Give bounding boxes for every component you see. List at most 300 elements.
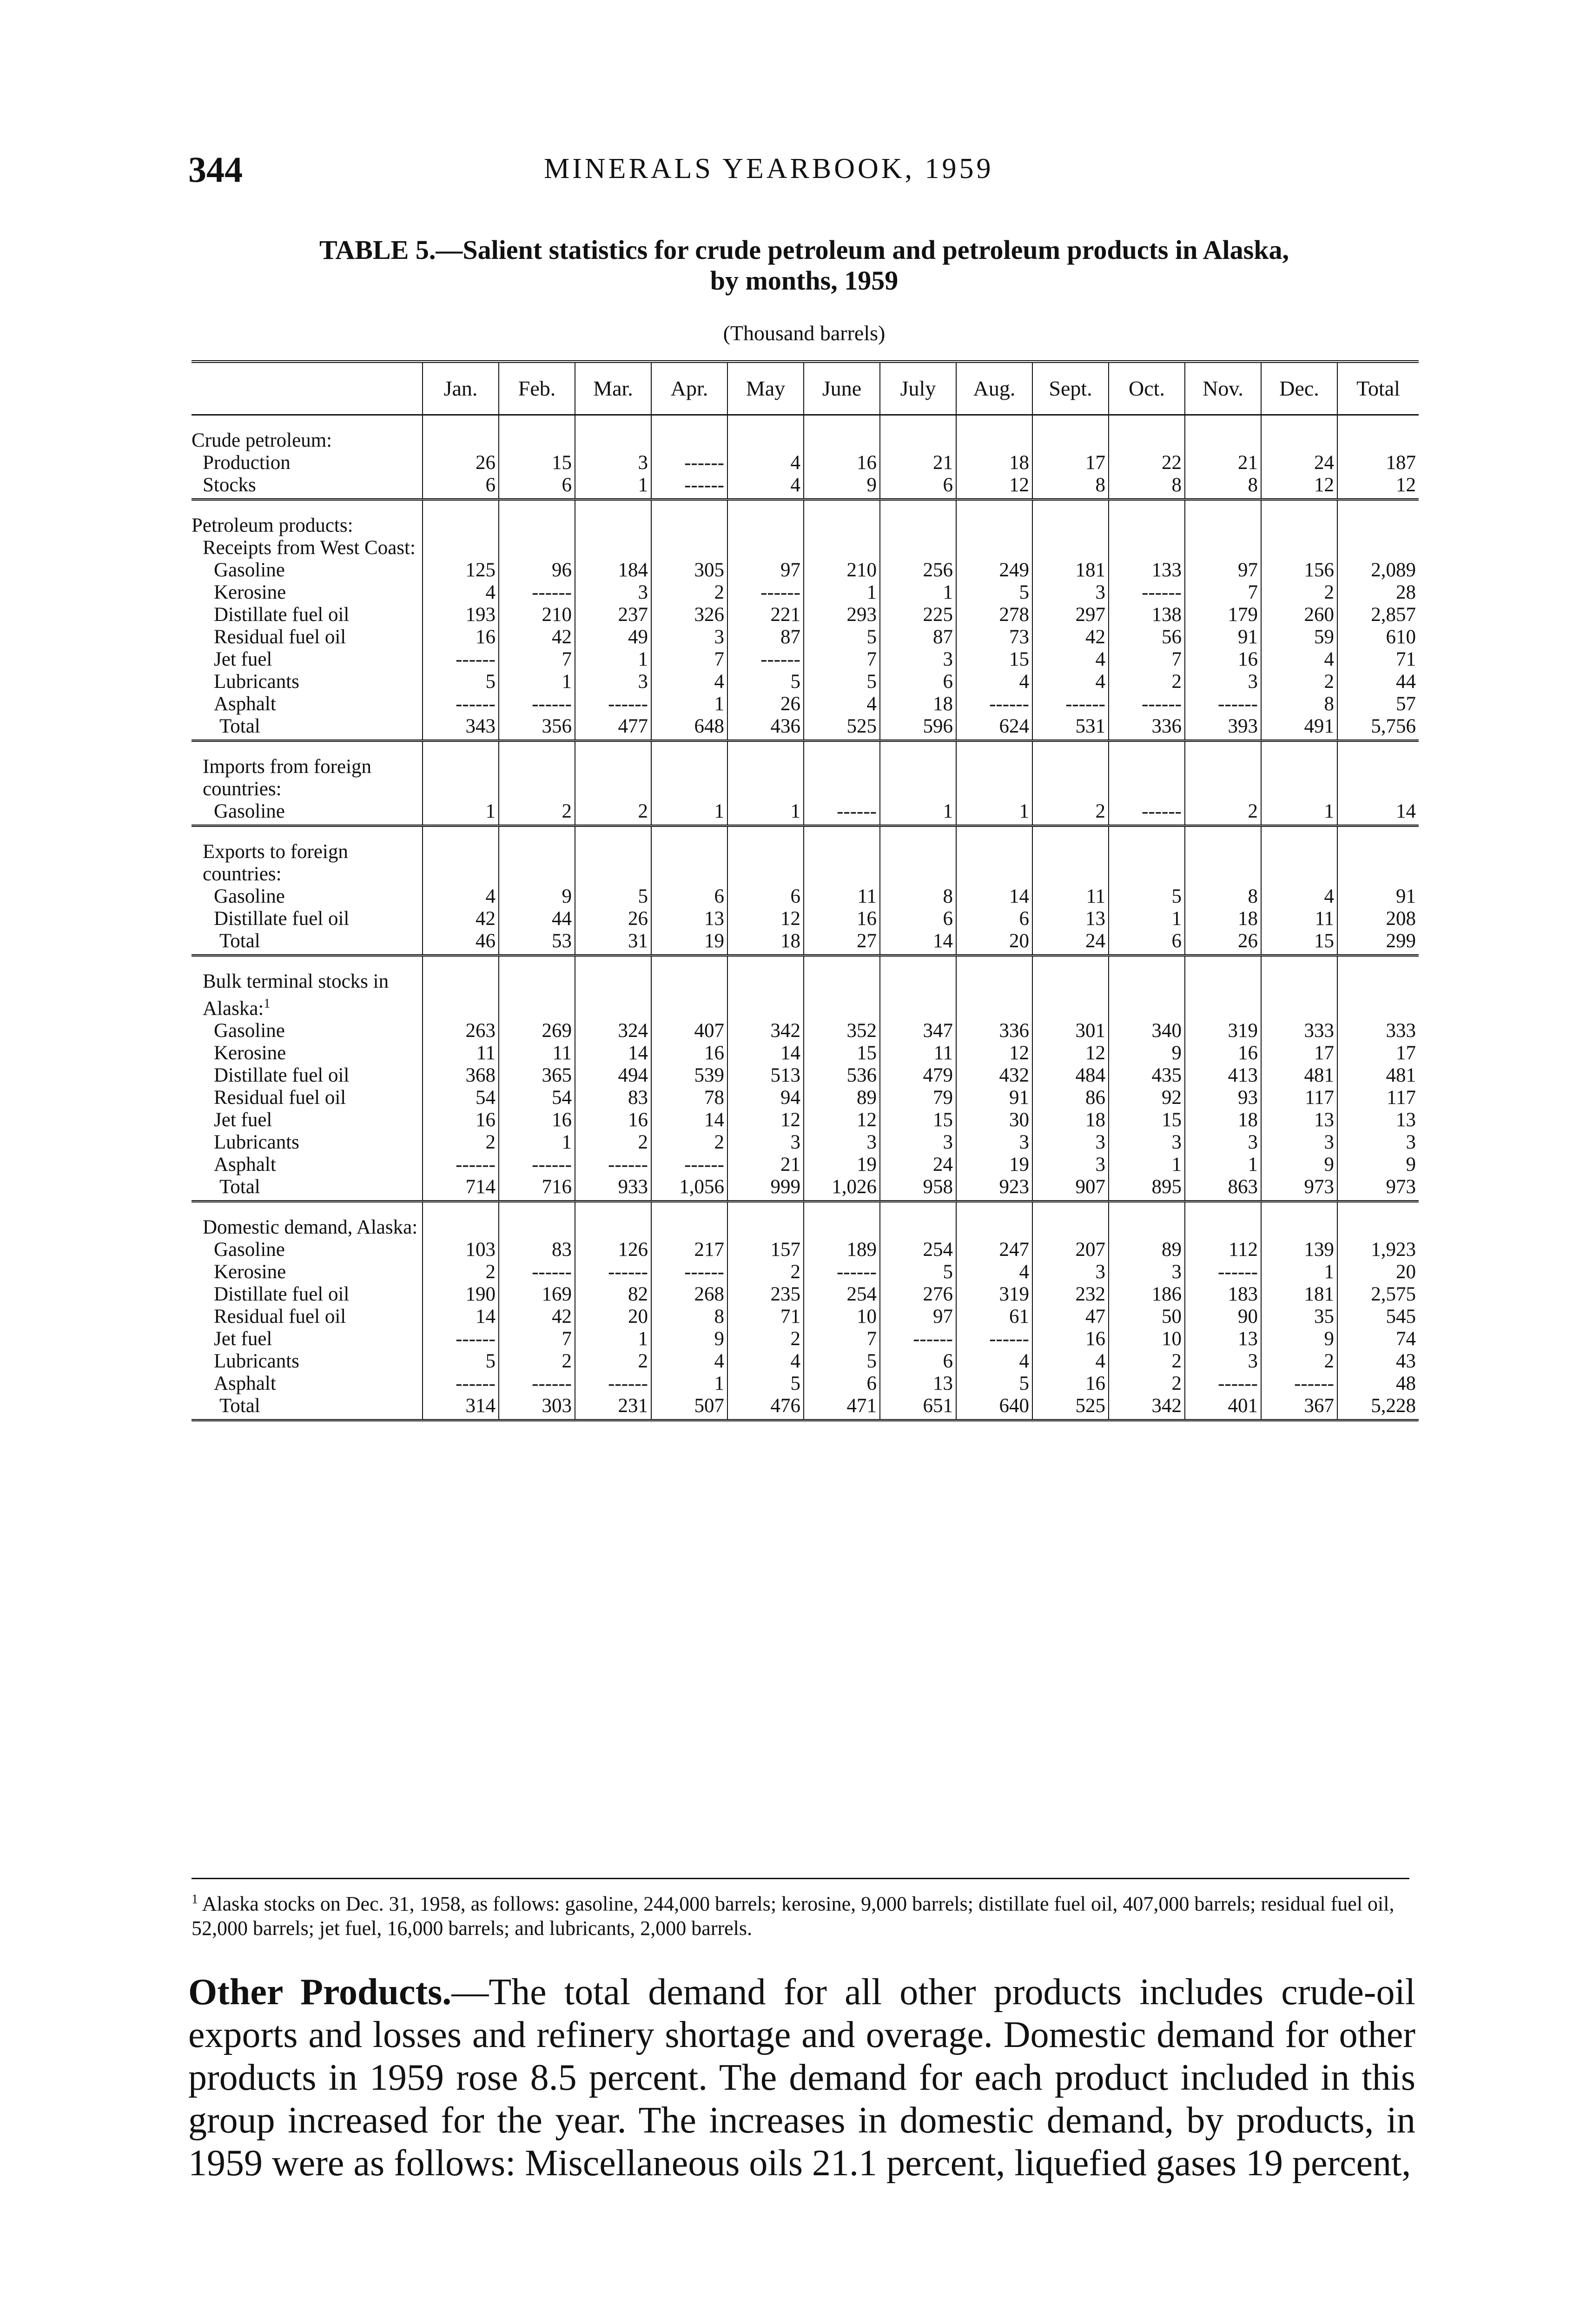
table-cell: 90 xyxy=(1185,1306,1261,1328)
table-cell: 6 xyxy=(1109,930,1185,956)
table-cell: 169 xyxy=(499,1283,575,1306)
section-heading-row xyxy=(192,756,1419,800)
table-cell: 1 xyxy=(499,1131,575,1154)
table-cell: ------ xyxy=(575,693,651,715)
table-cell: 91 xyxy=(956,1087,1032,1109)
table-cell: 94 xyxy=(727,1087,804,1109)
table-cell: 5 xyxy=(804,626,880,648)
table-cell: 9 xyxy=(1261,1328,1337,1350)
table-cell: 16 xyxy=(575,1109,651,1131)
table-cell: 6 xyxy=(880,1350,956,1373)
table-cell: 9 xyxy=(1261,1154,1337,1176)
table-cell: 12 xyxy=(956,1042,1032,1064)
table-cell: 3 xyxy=(651,626,727,648)
table-cell: 15 xyxy=(1261,930,1337,956)
table-cell: 2 xyxy=(1109,671,1185,693)
table-cell: 3 xyxy=(804,1131,880,1154)
section-heading-label: Exports to foreign countries: xyxy=(203,841,348,885)
table-cell: 4 xyxy=(727,474,804,500)
table-cell: 97 xyxy=(1185,559,1261,581)
row-label: Asphalt xyxy=(214,693,276,715)
column-header: June xyxy=(804,362,880,415)
table-cell: 235 xyxy=(727,1283,804,1306)
table-cell: 525 xyxy=(804,715,880,741)
table-cell: 545 xyxy=(1337,1306,1419,1328)
table-cell: 11 xyxy=(880,1042,956,1064)
table-cell: 2,857 xyxy=(1337,604,1419,626)
table-cell: 367 xyxy=(1261,1395,1337,1420)
table-cell: 83 xyxy=(499,1239,575,1261)
table-cell: 3 xyxy=(1109,1261,1185,1283)
table-cell: 1 xyxy=(575,648,651,671)
table-cell: 12 xyxy=(727,908,804,930)
section-heading-row xyxy=(192,537,1419,559)
table-cell: 2 xyxy=(499,800,575,826)
table-cell: 2 xyxy=(423,1261,499,1283)
table-row xyxy=(192,908,1419,930)
table-cell: 5 xyxy=(956,581,1032,604)
table-cell: ------ xyxy=(1185,1373,1261,1395)
table-row xyxy=(192,800,1419,826)
table-cell: 1,923 xyxy=(1337,1239,1419,1261)
table-cell: 73 xyxy=(956,626,1032,648)
running-title: MINERALS YEARBOOK, 1959 xyxy=(544,153,994,185)
table-cell: 407 xyxy=(651,1020,727,1042)
table-cell: 3 xyxy=(1185,1131,1261,1154)
table-cell: 6 xyxy=(499,474,575,500)
row-label: Total xyxy=(192,1176,423,1202)
row-label: Gasoline xyxy=(214,1020,285,1042)
section-heading xyxy=(192,971,423,1020)
column-header: Aug. xyxy=(956,362,1032,415)
table-cell: 513 xyxy=(727,1064,804,1087)
table-cell: 27 xyxy=(804,930,880,956)
table-cell: 476 xyxy=(727,1395,804,1420)
table-row xyxy=(192,1283,1419,1306)
table-cell: 87 xyxy=(880,626,956,648)
table-title xyxy=(195,235,1413,296)
table-cell: 117 xyxy=(1337,1087,1419,1109)
column-header: May xyxy=(727,362,804,415)
table-cell: 276 xyxy=(880,1283,956,1306)
table-cell: 232 xyxy=(1032,1283,1109,1306)
table-cell: 9 xyxy=(499,885,575,908)
section-heading-row xyxy=(192,971,1419,1020)
table-cell: 42 xyxy=(1032,626,1109,648)
table-cell: 299 xyxy=(1337,930,1419,956)
total-row xyxy=(192,930,1419,956)
table-row xyxy=(192,1154,1419,1176)
table-cell: 16 xyxy=(804,452,880,474)
table-cell: 2 xyxy=(727,1328,804,1350)
column-header: Nov. xyxy=(1185,362,1261,415)
table-cell: 26 xyxy=(727,693,804,715)
table-cell: 5,228 xyxy=(1337,1395,1419,1420)
body-paragraph xyxy=(188,1971,1415,2185)
table-cell: 91 xyxy=(1185,626,1261,648)
table-cell: 365 xyxy=(499,1064,575,1087)
table-cell: 16 xyxy=(1185,1042,1261,1064)
table-cell: 539 xyxy=(651,1064,727,1087)
table-cell: 26 xyxy=(575,908,651,930)
table-cell: 16 xyxy=(1185,648,1261,671)
table-cell: 648 xyxy=(651,715,727,741)
section-heading xyxy=(192,429,423,452)
table-cell: 481 xyxy=(1261,1064,1337,1087)
row-label: Total xyxy=(192,930,423,956)
row-label: Total xyxy=(192,715,423,741)
table-cell: 2 xyxy=(1032,800,1109,826)
table-cell: 5 xyxy=(956,1373,1032,1395)
table-cell: 260 xyxy=(1261,604,1337,626)
table-cell: ------ xyxy=(651,452,727,474)
total-row xyxy=(192,715,1419,741)
table-cell: 1 xyxy=(1109,1154,1185,1176)
table-cell: ------ xyxy=(651,1154,727,1176)
table-cell: 15 xyxy=(499,452,575,474)
table-cell: 24 xyxy=(880,1154,956,1176)
table-row xyxy=(192,626,1419,648)
table-header-row xyxy=(192,362,1419,415)
table-cell: 61 xyxy=(956,1306,1032,1328)
table-cell: 4 xyxy=(727,1350,804,1373)
spacer-row xyxy=(192,500,1419,515)
section-heading xyxy=(192,1216,423,1239)
table-cell: 3 xyxy=(880,1131,956,1154)
table-cell: 186 xyxy=(1109,1283,1185,1306)
row-label: Production xyxy=(203,452,291,474)
table-cell: ------ xyxy=(1261,1373,1337,1395)
table-cell: 5 xyxy=(727,1373,804,1395)
table-cell: 28 xyxy=(1337,581,1419,604)
table-cell: 71 xyxy=(1337,648,1419,671)
table-cell: 5 xyxy=(423,671,499,693)
table-row xyxy=(192,559,1419,581)
table-cell: 5,756 xyxy=(1337,715,1419,741)
table-cell: 347 xyxy=(880,1020,956,1042)
table-cell: 79 xyxy=(880,1087,956,1109)
table-row xyxy=(192,1350,1419,1373)
table-cell: 2 xyxy=(499,1350,575,1373)
table-cell: 863 xyxy=(1185,1176,1261,1202)
table-cell: 16 xyxy=(1032,1373,1109,1395)
table-cell: 13 xyxy=(1337,1109,1419,1131)
table-row xyxy=(192,885,1419,908)
spacer-row xyxy=(192,1202,1419,1217)
table-cell: 47 xyxy=(1032,1306,1109,1328)
table-cell: 17 xyxy=(1337,1042,1419,1064)
table-cell: 97 xyxy=(727,559,804,581)
table-cell: 907 xyxy=(1032,1176,1109,1202)
table-cell: 20 xyxy=(1337,1261,1419,1283)
table-cell: 59 xyxy=(1261,626,1337,648)
table-cell: 54 xyxy=(499,1087,575,1109)
table-cell: 3 xyxy=(1261,1131,1337,1154)
table-cell: 221 xyxy=(727,604,804,626)
table-cell: 3 xyxy=(1032,1261,1109,1283)
table-cell: 4 xyxy=(423,885,499,908)
table-cell: 303 xyxy=(499,1395,575,1420)
table-cell: 78 xyxy=(651,1087,727,1109)
table-cell: 4 xyxy=(1032,1350,1109,1373)
table-cell: 4 xyxy=(1032,671,1109,693)
column-header: July xyxy=(880,362,956,415)
table-cell: 44 xyxy=(499,908,575,930)
table-cell: 5 xyxy=(575,885,651,908)
table-cell: 2,089 xyxy=(1337,559,1419,581)
row-label: Kerosine xyxy=(214,581,286,603)
table-cell: 13 xyxy=(1185,1328,1261,1350)
table-cell: 1 xyxy=(651,1373,727,1395)
table-cell: 2 xyxy=(575,1350,651,1373)
row-label: Lubricants xyxy=(214,671,299,693)
table-cell: 610 xyxy=(1337,626,1419,648)
table-cell: 333 xyxy=(1337,1020,1419,1042)
table-cell: 91 xyxy=(1337,885,1419,908)
footnote xyxy=(192,1878,1409,1941)
table-cell: 1 xyxy=(499,671,575,693)
table-cell: 21 xyxy=(727,1154,804,1176)
table-cell: 24 xyxy=(1261,452,1337,474)
table-cell: 210 xyxy=(499,604,575,626)
table-cell: ------ xyxy=(499,581,575,604)
table-cell: ------ xyxy=(956,693,1032,715)
table-cell: 254 xyxy=(880,1239,956,1261)
table-cell: 6 xyxy=(880,908,956,930)
row-label: Residual fuel oil xyxy=(214,1306,346,1328)
table-cell: 13 xyxy=(651,908,727,930)
table-cell: 1 xyxy=(651,693,727,715)
table-cell: 7 xyxy=(1185,581,1261,604)
table-row xyxy=(192,604,1419,626)
table-cell: 139 xyxy=(1261,1239,1337,1261)
section-heading xyxy=(192,515,423,537)
table-cell: 157 xyxy=(727,1239,804,1261)
table-cell: 1 xyxy=(956,800,1032,826)
table-cell: ------ xyxy=(423,1373,499,1395)
table-row xyxy=(192,1020,1419,1042)
table-cell: 50 xyxy=(1109,1306,1185,1328)
table-cell: 2 xyxy=(727,1261,804,1283)
table-cell: 7 xyxy=(651,648,727,671)
column-header: Mar. xyxy=(575,362,651,415)
table-row xyxy=(192,1261,1419,1283)
table-cell: 18 xyxy=(956,452,1032,474)
table-cell: 53 xyxy=(499,930,575,956)
column-header: Oct. xyxy=(1109,362,1185,415)
table-row xyxy=(192,1109,1419,1131)
table-cell: 254 xyxy=(804,1283,880,1306)
table-cell: 16 xyxy=(804,908,880,930)
page-number: 344 xyxy=(188,149,243,190)
table-cell: 7 xyxy=(804,1328,880,1350)
table-cell: 7 xyxy=(499,1328,575,1350)
section-heading xyxy=(192,537,423,559)
table-cell: 716 xyxy=(499,1176,575,1202)
table-cell: 18 xyxy=(880,693,956,715)
column-header: Dec. xyxy=(1261,362,1337,415)
table-cell: 340 xyxy=(1109,1020,1185,1042)
column-header: Jan. xyxy=(423,362,499,415)
table-cell: 20 xyxy=(956,930,1032,956)
table-cell: 10 xyxy=(1109,1328,1185,1350)
table-cell: 49 xyxy=(575,626,651,648)
table-cell: ------ xyxy=(651,474,727,500)
table-cell: 494 xyxy=(575,1064,651,1087)
total-row xyxy=(192,1176,1419,1202)
table-row xyxy=(192,1373,1419,1395)
row-label: Asphalt xyxy=(214,1154,276,1176)
section-heading-row xyxy=(192,841,1419,885)
table-cell: 18 xyxy=(1185,1109,1261,1131)
table-cell: 8 xyxy=(1185,474,1261,500)
section-heading xyxy=(192,841,423,885)
column-header: Apr. xyxy=(651,362,727,415)
table-cell: 958 xyxy=(880,1176,956,1202)
table-row xyxy=(192,1328,1419,1350)
table-cell: 9 xyxy=(1337,1154,1419,1176)
table-cell: 74 xyxy=(1337,1328,1419,1350)
table-cell: 436 xyxy=(727,715,804,741)
table-cell: 3 xyxy=(1032,581,1109,604)
table-cell: 14 xyxy=(727,1042,804,1064)
table-cell: 112 xyxy=(1185,1239,1261,1261)
row-label: Total xyxy=(192,1395,423,1420)
spacer-row xyxy=(192,956,1419,971)
table-cell: ------ xyxy=(804,1261,880,1283)
table-cell: 117 xyxy=(1261,1087,1337,1109)
table-cell: ------ xyxy=(727,648,804,671)
section-heading-label: Crude petroleum: xyxy=(192,429,332,451)
section-heading-label: Bulk terminal stocks in Alaska: xyxy=(203,971,389,1020)
table-cell: 7 xyxy=(499,648,575,671)
table-cell: 44 xyxy=(1337,671,1419,693)
table-cell: 210 xyxy=(804,559,880,581)
table-cell: ------ xyxy=(423,648,499,671)
spacer-row xyxy=(192,741,1419,756)
table-cell: 923 xyxy=(956,1176,1032,1202)
table-cell: 16 xyxy=(423,1109,499,1131)
table-cell: 973 xyxy=(1261,1176,1337,1202)
table-cell: 525 xyxy=(1032,1395,1109,1420)
table-cell: 156 xyxy=(1261,559,1337,581)
table-cell: 1 xyxy=(1261,1261,1337,1283)
table-cell: ------ xyxy=(423,693,499,715)
table-cell: 5 xyxy=(1109,885,1185,908)
table-cell: 31 xyxy=(575,930,651,956)
table-cell: 225 xyxy=(880,604,956,626)
table-cell: 56 xyxy=(1109,626,1185,648)
table-cell: 89 xyxy=(804,1087,880,1109)
table-cell: 42 xyxy=(499,626,575,648)
table-cell: 6 xyxy=(880,671,956,693)
table-cell: 4 xyxy=(956,1350,1032,1373)
table-cell: 401 xyxy=(1185,1395,1261,1420)
table-cell: 432 xyxy=(956,1064,1032,1087)
table-cell: 352 xyxy=(804,1020,880,1042)
table-cell: 15 xyxy=(804,1042,880,1064)
table-cell: 3 xyxy=(575,581,651,604)
table-cell: 96 xyxy=(499,559,575,581)
table-cell: 333 xyxy=(1261,1020,1337,1042)
row-label: Distillate fuel oil xyxy=(214,908,350,930)
table-cell: 435 xyxy=(1109,1064,1185,1087)
table-cell: 11 xyxy=(1032,885,1109,908)
table-cell: ------ xyxy=(727,581,804,604)
table-cell: 247 xyxy=(956,1239,1032,1261)
table-cell: 7 xyxy=(1109,648,1185,671)
table-cell: 43 xyxy=(1337,1350,1419,1373)
table-cell: 16 xyxy=(423,626,499,648)
table-cell: 190 xyxy=(423,1283,499,1306)
row-label: Lubricants xyxy=(214,1131,299,1154)
table-cell: 17 xyxy=(1261,1042,1337,1064)
table-cell: 16 xyxy=(1032,1328,1109,1350)
table-cell: 8 xyxy=(1261,693,1337,715)
table-cell: 15 xyxy=(1109,1109,1185,1131)
table-cell: 9 xyxy=(651,1328,727,1350)
row-label: Residual fuel oil xyxy=(214,1087,346,1109)
table-cell: 16 xyxy=(651,1042,727,1064)
table-cell: 2 xyxy=(1261,581,1337,604)
table-cell: 20 xyxy=(575,1306,651,1328)
table-cell: 4 xyxy=(727,452,804,474)
table-cell: 187 xyxy=(1337,452,1419,474)
table-cell: 624 xyxy=(956,715,1032,741)
table-cell: 263 xyxy=(423,1020,499,1042)
table-cell: ------ xyxy=(423,1328,499,1350)
table-row xyxy=(192,1087,1419,1109)
table-cell: 1,026 xyxy=(804,1176,880,1202)
table-cell: 1 xyxy=(575,1328,651,1350)
table-cell: 651 xyxy=(880,1395,956,1420)
table-cell: 7 xyxy=(804,648,880,671)
row-label: Kerosine xyxy=(214,1261,286,1283)
table-cell: 13 xyxy=(1261,1109,1337,1131)
table-cell: 3 xyxy=(575,452,651,474)
table-cell: 19 xyxy=(651,930,727,956)
table-body xyxy=(192,415,1419,1420)
table-cell: ------ xyxy=(1109,693,1185,715)
table-cell: 14 xyxy=(880,930,956,956)
table-cell: 14 xyxy=(575,1042,651,1064)
table-cell: 14 xyxy=(423,1306,499,1328)
table-cell: 6 xyxy=(804,1373,880,1395)
table-row xyxy=(192,693,1419,715)
table-cell: 18 xyxy=(727,930,804,956)
table-cell: 193 xyxy=(423,604,499,626)
table-cell: 319 xyxy=(956,1283,1032,1306)
table-row xyxy=(192,1306,1419,1328)
row-label: Kerosine xyxy=(214,1042,286,1064)
row-label: Lubricants xyxy=(214,1350,299,1373)
table-cell: 13 xyxy=(880,1373,956,1395)
table-cell: 336 xyxy=(1109,715,1185,741)
table-cell: 30 xyxy=(956,1109,1032,1131)
table-cell: 8 xyxy=(1109,474,1185,500)
table-cell: 336 xyxy=(956,1020,1032,1042)
table-cell: 6 xyxy=(423,474,499,500)
table-cell: 1 xyxy=(804,581,880,604)
section-heading-label: Receipts from West Coast: xyxy=(203,537,416,559)
table-cell: ------ xyxy=(1032,693,1109,715)
table-cell: ------ xyxy=(499,1373,575,1395)
table-cell: 35 xyxy=(1261,1306,1337,1328)
table-cell: 249 xyxy=(956,559,1032,581)
table-cell: ------ xyxy=(575,1373,651,1395)
table-cell: 237 xyxy=(575,604,651,626)
table-cell: 14 xyxy=(651,1109,727,1131)
